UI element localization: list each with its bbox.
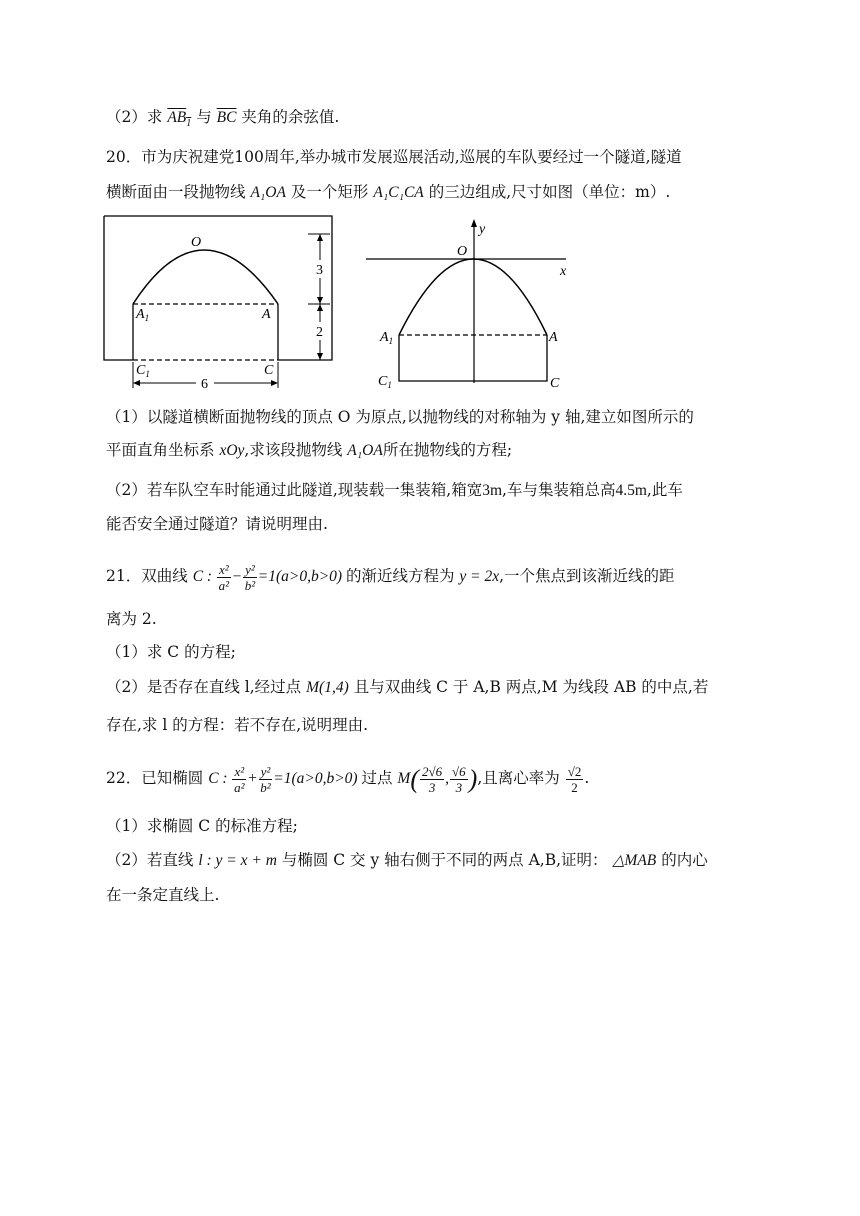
q21-text4: 离为 2. <box>106 610 157 628</box>
box-width: 3m <box>482 482 503 499</box>
arrowhead-mid-down <box>317 304 323 311</box>
line-equation: l : y = x + m <box>198 852 277 869</box>
q20-p1-text3: ,求该段抛物线 <box>244 441 343 459</box>
q20-stem2c: 的三边组成,尺寸如图（单位：m）. <box>428 183 671 201</box>
curve-name: A₁OA <box>347 442 383 459</box>
arrowhead-right <box>271 380 278 386</box>
dim-top-label: 3 <box>316 263 323 278</box>
q22-p2-text2: 与椭圆 C 交 y 轴右侧于不同的两点 A,B,证明： <box>281 851 608 869</box>
q21-text: 双曲线 <box>141 567 188 585</box>
arrowhead-mid-up <box>317 297 323 304</box>
label-x: x <box>560 264 567 279</box>
q22-part2-line1 <box>106 849 708 872</box>
q21-p2-text: （2）是否存在直线 l,经过点 <box>106 678 302 696</box>
q20-p2-text2: ,车与集装箱总高 <box>502 481 616 499</box>
coord-system-name: xOy <box>219 442 245 459</box>
curve-name: A₁OA <box>250 184 286 201</box>
vector-bc: $\overline{BC}$ <box>216 109 237 126</box>
q20-stem2b: 及一个矩形 <box>290 183 369 201</box>
q20-p2-text4: 能否安全通过隧道？请说明理由. <box>106 515 328 533</box>
q22-text: 已知椭圆 <box>141 769 204 787</box>
q20-part2-line1 <box>106 479 683 502</box>
q20-p2-text: （2）若车队空车时能通过此隧道,现装载一集装箱,箱宽 <box>106 481 483 499</box>
dim-bottom-label: 2 <box>316 325 323 340</box>
parabola-arc <box>133 250 278 304</box>
arrowhead-bottom <box>317 353 323 360</box>
q22-p2-text3: 的内心 <box>661 851 708 869</box>
q20-p1-text4: 所在抛物线的方程; <box>382 441 513 459</box>
label-c: C <box>264 363 274 378</box>
q20-stem-line1 <box>106 146 682 168</box>
q20-part2-line2 <box>106 513 328 535</box>
q21-part2-line1 <box>106 676 708 699</box>
total-height: 4.5m <box>615 482 647 499</box>
triangle-mab: △MAB <box>612 852 657 869</box>
arrowhead-top <box>317 234 323 241</box>
label-y: y <box>479 222 486 237</box>
q20-stem1: 市为庆祝建党100周年,举办城市发展巡展活动,巡展的车队要经过一个隧道,隧道 <box>141 148 682 166</box>
q20-stem2a: 横断面由一段抛物线 <box>106 183 246 201</box>
tunnel-figure-dimensions <box>100 212 350 397</box>
y-axis-arrow <box>471 219 477 227</box>
question-number: 22． <box>106 769 142 787</box>
label-o: O <box>191 235 202 250</box>
q19-part2 <box>106 106 339 135</box>
outer-frame <box>104 216 332 360</box>
q21-text3: ,一个焦点到该渐近线的距 <box>499 567 675 585</box>
point-m: M(1,4) <box>306 679 349 696</box>
q22-text2: 过点 <box>361 769 393 787</box>
q19-text: （2）求 <box>106 108 163 126</box>
q21-part2-line2 <box>106 714 368 736</box>
q22-p1-text: （1）求椭圆 C 的标准方程; <box>106 817 298 835</box>
q21-p2-text3: 存在,求 l 的方程：若不存在,说明理由. <box>106 716 369 734</box>
asymptote-equation: y = 2x <box>459 568 500 585</box>
q20-stem-line2 <box>106 181 670 204</box>
q20-p1-text: （1）以隧道横断面抛物线的顶点 O 为原点,以抛物线的对称轴为 y 轴,建立如图所示的 <box>106 408 694 426</box>
ellipse-equation: C : $\frac{\text{x²}}{\text{a²}}$ + $\frac{\text{y²}}{\text{b²}}$ =1(a>0,b>0) <box>208 763 358 795</box>
q20-part1-line1 <box>106 406 694 428</box>
q21-p1-text: （1）求 C 的方程; <box>106 643 236 661</box>
dim-width-label: 6 <box>201 377 208 392</box>
q20-p1-text2: 平面直角坐标系 <box>106 441 215 459</box>
q21-part1 <box>106 641 236 663</box>
label-c1: $C_1$ <box>378 374 392 390</box>
rect-name: A₁C₁CA <box>373 184 424 201</box>
eccentricity-value: $\frac{√2}{2}$ <box>567 763 582 795</box>
label-a1: $A_1$ <box>380 330 394 346</box>
label-c1: $C_1$ <box>136 363 150 379</box>
q21-text2: 的渐近线方程为 <box>345 567 455 585</box>
q20-part1-line2 <box>106 439 512 462</box>
q22-stem-line1: 22．已知椭圆 C : $\frac{\text{x²}}{\text{a²}}$ + $\frac{\text{y²}}{\text{b²}}$ =1(a>0,b>0) 过点 M( $\frac{2√6}{3}$ , $\frac{√6}{3}$ ),且离心率为 $\frac{√2}{2}$ . <box>106 763 590 795</box>
q19-text3: 夹角的余弦值. <box>241 108 340 126</box>
q20-p2-text3: ,此车 <box>646 481 683 499</box>
label-a: A <box>549 330 558 345</box>
hyperbola-equation: C : $\frac{\text{x²}}{\text{a²}}$ − $\frac{\text{y²}}{\text{b²}}$ =1(a>0,b>0) <box>192 561 343 593</box>
vector-ab1: $AB_1$ <box>167 109 192 130</box>
label-a1: $A_1$ <box>136 307 150 323</box>
q22-p2-text4: 在一条定直线上. <box>106 886 220 904</box>
label-a: A <box>262 307 271 322</box>
question-number: 21． <box>106 567 142 585</box>
arrowhead-left <box>133 380 140 386</box>
outer-frame-left <box>104 216 133 360</box>
q19-text2: 与 <box>196 108 212 126</box>
tunnel-coordinate-figure <box>360 215 590 390</box>
q22-part2-line2 <box>106 884 219 906</box>
q22-part1 <box>106 815 298 837</box>
label-o: O <box>457 244 468 259</box>
label-c: C <box>550 376 560 390</box>
rectangle <box>399 335 547 381</box>
question-number: 20． <box>106 148 142 166</box>
q22-text3: ,且离心率为 <box>477 769 560 787</box>
q21-stem-line1 <box>106 558 675 595</box>
point-m-coords: M( $\frac{2√6}{3}$ , $\frac{√6}{3}$ ) <box>397 763 478 795</box>
parabola-arc <box>399 259 547 335</box>
q22-p2-text: （2）若直线 <box>106 851 194 869</box>
q21-stem-line2 <box>106 608 157 630</box>
q21-p2-text2: 且与双曲线 C 于 A,B 两点,M 为线段 AB 的中点,若 <box>353 678 709 696</box>
